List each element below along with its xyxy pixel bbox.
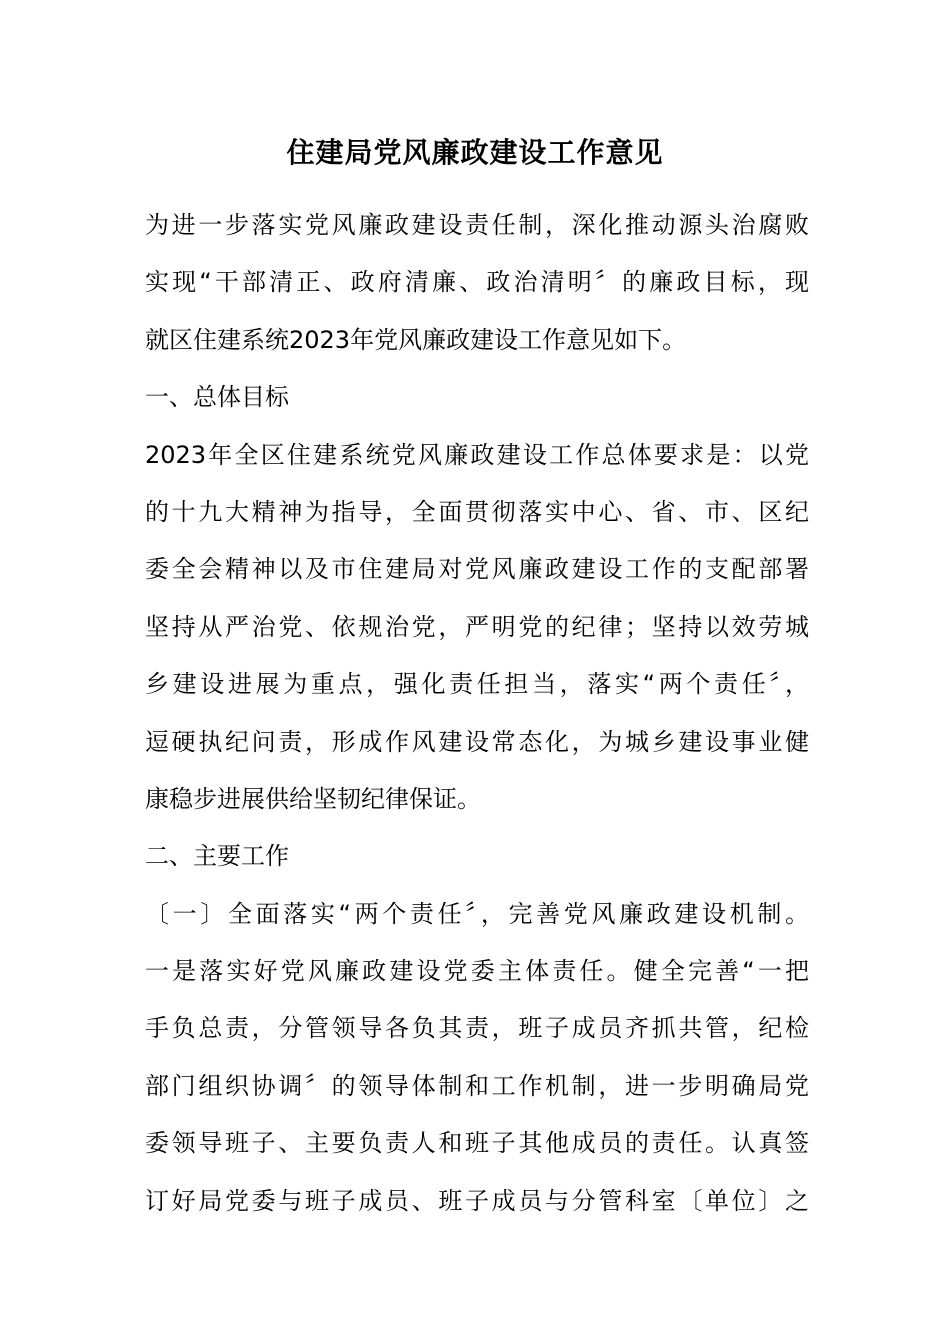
paragraph-line: 坚持从严治党、依规治党，严明党的纪律；坚持以效劳城 xyxy=(145,612,809,641)
document-body xyxy=(145,197,809,1230)
paragraph-line: 一是落实好党风廉政建设党委主体责任。健全完善“一把 xyxy=(145,957,809,986)
paragraph-line: 2023年全区住建系统党风廉政建设工作总体要求是：以党 xyxy=(145,440,809,469)
subsection-heading: 〔一〕全面落实“两个责任〞，完善党风廉政建设机制。 xyxy=(145,899,809,928)
section-heading: 一、总体目标 xyxy=(145,383,289,412)
paragraph-line: 委全会精神以及市住建局对党风廉政建设工作的支配部署 xyxy=(145,555,809,584)
section-heading: 二、主要工作 xyxy=(145,842,289,871)
paragraph-line: 逗硬执纪问责，形成作风建设常态化，为城乡建设事业健 xyxy=(145,727,809,756)
paragraph-line: 就区住建系统2023年党风廉政建设工作意见如下。 xyxy=(145,325,687,354)
paragraph-line: 乡建设进展为重点，强化责任担当，落实“两个责任〞， xyxy=(145,670,809,699)
paragraph-line: 手负总责，分管领导各负其责，班子成员齐抓共管，纪检 xyxy=(145,1014,809,1043)
paragraph-line: 委领导班子、主要负责人和班子其他成员的责任。认真签 xyxy=(145,1129,809,1158)
paragraph-line: 康稳步进展供给坚韧纪律保证。 xyxy=(145,784,481,813)
document-title: 住建局党风廉政建设工作意见 xyxy=(286,136,664,169)
paragraph-line: 部门组织协调〞的领导体制和工作机制，进一步明确局党 xyxy=(145,1071,809,1100)
paragraph-line: 实现“干部清正、政府清廉、政治清明〞的廉政目标，现 xyxy=(145,268,809,297)
paragraph-line: 订好局党委与班子成员、班子成员与分管科室〔单位〕之 xyxy=(145,1186,809,1215)
paragraph-line: 的十九大精神为指导，全面贯彻落实中心、省、市、区纪 xyxy=(145,497,809,526)
paragraph-line: 为进一步落实党风廉政建设责任制，深化推动源头治腐败 xyxy=(145,211,809,239)
